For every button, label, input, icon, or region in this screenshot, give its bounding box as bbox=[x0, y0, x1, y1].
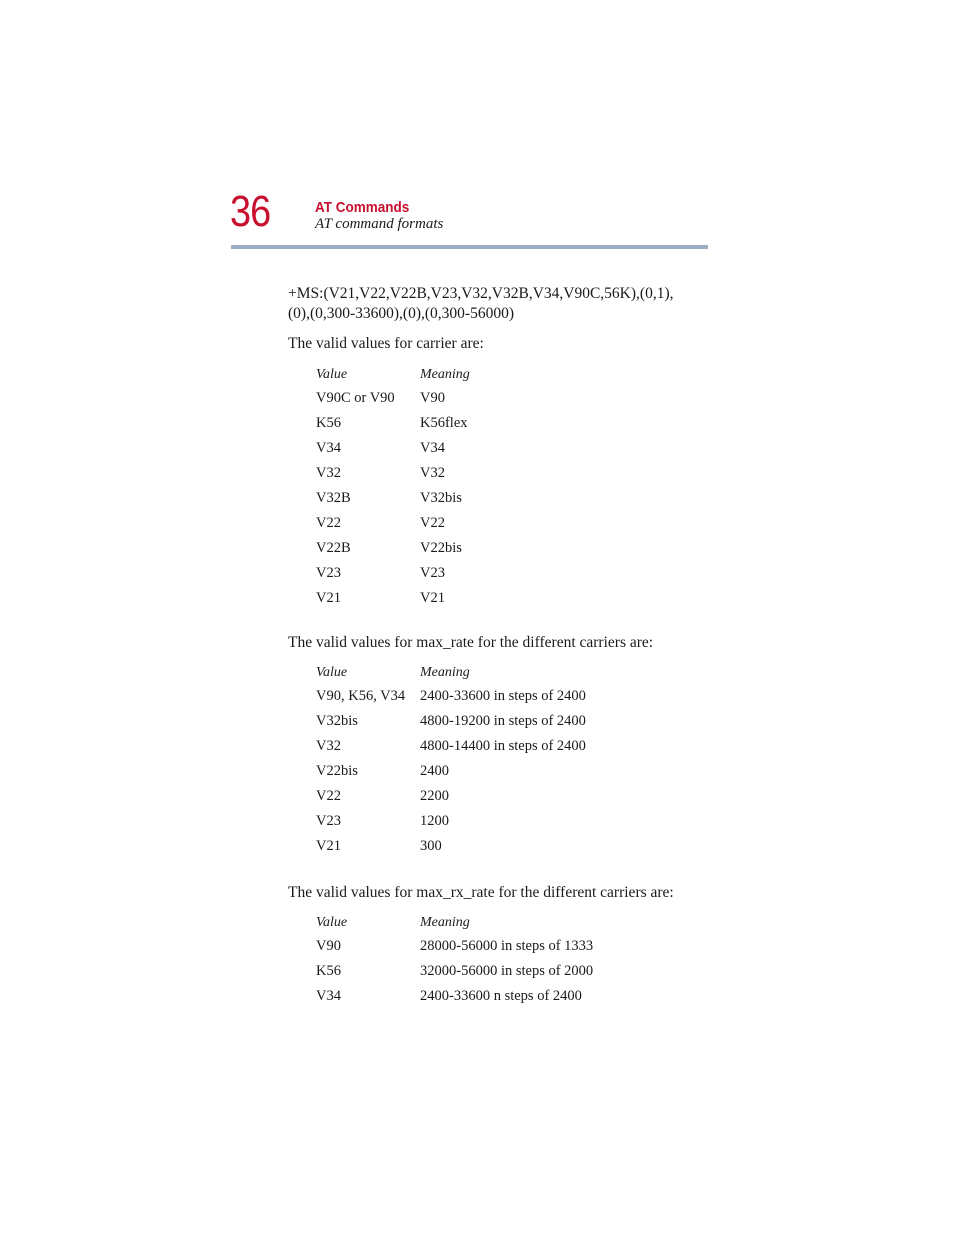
column-header-meaning: Meaning bbox=[420, 915, 470, 930]
page-content bbox=[288, 284, 708, 1009]
column-header-value: Value bbox=[316, 367, 348, 382]
cell-meaning: K56flex bbox=[420, 415, 468, 431]
cell-value: V90, K56, V34 bbox=[316, 688, 406, 704]
table-header-row bbox=[316, 364, 470, 386]
cell-value: K56 bbox=[316, 963, 341, 979]
table-row bbox=[316, 684, 586, 709]
cell-value: V32bis bbox=[316, 713, 358, 729]
page-number: 36 bbox=[230, 187, 271, 236]
table-row bbox=[316, 809, 586, 834]
column-header-meaning: Meaning bbox=[420, 665, 470, 680]
cell-meaning: V32bis bbox=[420, 490, 462, 506]
cell-meaning: V32 bbox=[420, 465, 445, 481]
section-title: AT command formats bbox=[315, 216, 444, 232]
cell-value: V32B bbox=[316, 490, 351, 506]
cell-meaning: 2200 bbox=[420, 788, 449, 804]
table-row bbox=[316, 461, 470, 486]
cell-value: V32 bbox=[316, 738, 341, 754]
cell-meaning: V22 bbox=[420, 515, 445, 531]
cell-meaning: 1200 bbox=[420, 813, 449, 829]
table-row bbox=[316, 411, 470, 436]
cell-value: V22bis bbox=[316, 763, 358, 779]
table-row bbox=[316, 561, 470, 586]
cell-value: V22B bbox=[316, 540, 351, 556]
table-row bbox=[316, 511, 470, 536]
table-row bbox=[316, 734, 586, 759]
cell-value: V22 bbox=[316, 515, 341, 531]
cell-value: V23 bbox=[316, 565, 341, 581]
table-row bbox=[316, 486, 470, 511]
cell-value: K56 bbox=[316, 415, 341, 431]
command-syntax bbox=[288, 284, 708, 324]
cell-value: V34 bbox=[316, 988, 341, 1004]
carrier-table bbox=[316, 364, 470, 611]
cell-meaning: V90 bbox=[420, 390, 445, 406]
table-row bbox=[316, 759, 586, 784]
column-header-value: Value bbox=[316, 915, 348, 930]
command-line-2: (0),(0,300-33600),(0),(0,300-56000) bbox=[288, 305, 514, 322]
cell-value: V90C or V90 bbox=[316, 390, 395, 406]
table-row bbox=[316, 984, 593, 1009]
cell-meaning: V34 bbox=[420, 440, 445, 456]
command-line-1: +MS:(V21,V22,V22B,V23,V32,V32B,V34,V90C,56K),(0,1), bbox=[288, 285, 674, 302]
table-header-row bbox=[316, 662, 586, 684]
header-rule bbox=[231, 245, 708, 249]
cell-value: V21 bbox=[316, 590, 341, 606]
cell-meaning: 300 bbox=[420, 838, 442, 854]
table-row bbox=[316, 586, 470, 611]
cell-meaning: 2400-33600 n steps of 2400 bbox=[420, 988, 582, 1004]
table-row bbox=[316, 386, 470, 411]
cell-value: V32 bbox=[316, 465, 341, 481]
table-row bbox=[316, 709, 586, 734]
cell-meaning: V21 bbox=[420, 590, 445, 606]
max-rate-intro: The valid values for max_rate for the different carriers are: bbox=[288, 634, 654, 651]
cell-meaning: 2400-33600 in steps of 2400 bbox=[420, 688, 586, 704]
column-header-value: Value bbox=[316, 665, 348, 680]
table-row bbox=[316, 536, 470, 561]
cell-value: V22 bbox=[316, 788, 341, 804]
cell-value: V34 bbox=[316, 440, 341, 456]
cell-value: V90 bbox=[316, 938, 341, 954]
table-row bbox=[316, 834, 586, 859]
cell-meaning: 28000-56000 in steps of 1333 bbox=[420, 938, 594, 954]
table-header-row bbox=[316, 912, 593, 934]
cell-meaning: 2400 bbox=[420, 763, 449, 779]
table-row bbox=[316, 436, 470, 461]
max-rate-table bbox=[316, 662, 586, 859]
cell-meaning: 4800-14400 in steps of 2400 bbox=[420, 738, 586, 754]
cell-meaning: 32000-56000 in steps of 2000 bbox=[420, 963, 594, 979]
cell-value: V21 bbox=[316, 838, 341, 854]
table-row bbox=[316, 934, 593, 959]
max-rx-rate-intro: The valid values for max_rx_rate for the different carriers are: bbox=[288, 884, 674, 901]
carrier-intro: The valid values for carrier are: bbox=[288, 335, 484, 352]
max-rx-rate-table bbox=[316, 912, 593, 1009]
cell-meaning: V23 bbox=[420, 565, 445, 581]
table-row bbox=[316, 784, 586, 809]
column-header-meaning: Meaning bbox=[420, 367, 470, 382]
table-row bbox=[316, 959, 593, 984]
cell-meaning: V22bis bbox=[420, 540, 462, 556]
cell-meaning: 4800-19200 in steps of 2400 bbox=[420, 713, 586, 729]
cell-value: V23 bbox=[316, 813, 341, 829]
chapter-title: AT Commands bbox=[315, 199, 410, 216]
